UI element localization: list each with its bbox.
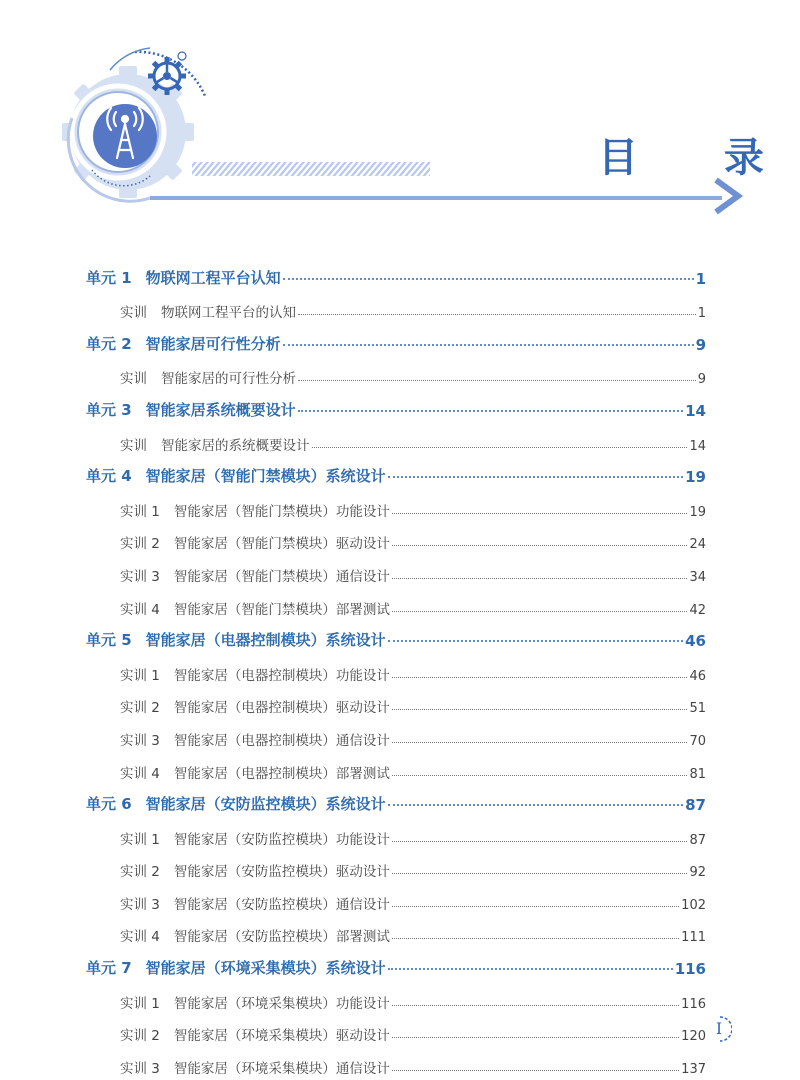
dot-leader: [298, 380, 696, 381]
dot-leader: [392, 906, 679, 907]
toc-lesson-number: 实训 3: [120, 1060, 160, 1077]
toc-lesson[interactable]: [86, 818, 706, 851]
page-number-bracket-icon: [706, 1014, 732, 1044]
toc-lesson-label: [120, 828, 390, 848]
dot-leader: [392, 841, 688, 842]
toc-lesson[interactable]: [86, 555, 706, 588]
toc-lesson[interactable]: [86, 523, 706, 556]
toc-lesson-label: [120, 992, 390, 1012]
table-of-contents: [86, 258, 706, 1080]
dot-leader: [392, 775, 688, 776]
toc-unit-label: [86, 267, 281, 288]
toc-lesson[interactable]: [86, 916, 706, 949]
toc-unit-title: 智能家居（智能门禁模块）系统设计: [145, 467, 386, 486]
toc-unit-label: [86, 957, 386, 978]
toc-lesson-title: 智能家居（电器控制模块）功能设计: [173, 667, 390, 684]
toc-unit-page: 19: [685, 468, 706, 487]
toc-lesson-number: 实训 1: [120, 667, 160, 684]
toc-lesson-number: 实训: [120, 437, 147, 454]
toc-lesson[interactable]: [86, 358, 706, 391]
toc-lesson-title: 智能家居（电器控制模块）部署测试: [173, 765, 390, 782]
toc-lesson-title: 智能家居（电器控制模块）通信设计: [173, 732, 390, 749]
toc-lesson-number: 实训 4: [120, 601, 160, 618]
toc-lesson-page: 51: [689, 701, 706, 717]
toc-unit[interactable]: [86, 785, 706, 819]
toc-lesson-page: 34: [689, 569, 706, 585]
dot-leader: [392, 611, 688, 612]
toc-lesson-label: [120, 500, 390, 520]
toc-unit-label: [86, 465, 386, 486]
toc-lesson-number: 实训 2: [120, 864, 160, 881]
toc-unit[interactable]: [86, 457, 706, 491]
toc-lesson[interactable]: [86, 851, 706, 884]
dot-leader: [298, 410, 683, 412]
toc-lesson-title: 智能家居（安防监控模块）通信设计: [173, 896, 390, 913]
toc-lesson-number: 实训 1: [120, 831, 160, 848]
toc-lesson[interactable]: [86, 982, 706, 1015]
toc-lesson-page: 81: [689, 766, 706, 782]
dot-leader: [392, 513, 688, 514]
toc-lesson-label: [120, 860, 390, 880]
toc-lesson[interactable]: [86, 424, 706, 457]
toc-lesson-page: 14: [689, 438, 706, 454]
toc-lesson-title: 智能家居（安防监控模块）部署测试: [173, 929, 390, 946]
toc-lesson-number: 实训 2: [120, 536, 160, 553]
small-gear-icon: [148, 57, 186, 95]
dot-leader: [392, 938, 679, 939]
toc-lesson-title: 智能家居（智能门禁模块）功能设计: [173, 503, 390, 520]
toc-lesson-page: 102: [681, 897, 706, 913]
toc-unit-number: 单元 4: [86, 467, 132, 486]
toc-lesson-page: 116: [681, 996, 706, 1012]
toc-lesson-title: 智能家居（环境采集模块）驱动设计: [173, 1028, 390, 1045]
toc-lesson-page: 87: [689, 832, 706, 848]
toc-lesson[interactable]: [86, 883, 706, 916]
toc-unit[interactable]: [86, 621, 706, 655]
toc-unit-number: 单元 6: [86, 795, 132, 814]
dot-leader: [283, 344, 694, 346]
toc-lesson-page: 111: [681, 930, 706, 946]
striped-bar: [192, 162, 430, 176]
toc-lesson-number: 实训 4: [120, 765, 160, 782]
toc-lesson-title: 智能家居（智能门禁模块）部署测试: [173, 601, 390, 618]
toc-lesson-number: 实训 2: [120, 700, 160, 717]
toc-lesson-number: 实训 3: [120, 896, 160, 913]
toc-lesson-page: 46: [689, 668, 706, 684]
toc-lesson-title: 物联网工程平台的认知: [161, 305, 296, 322]
toc-lesson[interactable]: [86, 1047, 706, 1080]
toc-lesson[interactable]: [86, 588, 706, 621]
toc-unit-label: [86, 399, 296, 420]
dot-leader: [392, 742, 688, 743]
toc-lesson-label: [120, 893, 390, 913]
toc-unit-page: 87: [685, 796, 706, 815]
toc-lesson-number: 实训 2: [120, 1028, 160, 1045]
toc-lesson-page: 137: [681, 1061, 706, 1077]
toc-unit-number: 单元 5: [86, 631, 132, 650]
toc-lesson-title: 智能家居（电器控制模块）驱动设计: [173, 700, 390, 717]
dot-leader: [298, 314, 696, 315]
toc-lesson-page: 24: [689, 537, 706, 553]
toc-unit-page: 1: [695, 269, 706, 288]
toc-lesson-number: 实训 1: [120, 503, 160, 520]
dot-leader: [392, 1070, 679, 1071]
toc-lesson-label: [120, 762, 390, 782]
page-title: 目 录: [598, 135, 800, 181]
dot-leader: [392, 1037, 679, 1038]
toc-unit-title: 智能家居（安防监控模块）系统设计: [145, 795, 386, 814]
toc-lesson-label: [120, 434, 310, 454]
toc-lesson-page: 120: [681, 1029, 706, 1045]
toc-lesson-label: [120, 532, 390, 552]
toc-unit-title: 智能家居（电器控制模块）系统设计: [145, 631, 386, 650]
toc-lesson[interactable]: [86, 1015, 706, 1048]
toc-lesson-title: 智能家居的系统概要设计: [161, 437, 310, 454]
toc-unit-number: 单元 7: [86, 959, 132, 978]
toc-unit-title: 物联网工程平台认知: [145, 268, 281, 287]
toc-lesson[interactable]: [86, 654, 706, 687]
toc-lesson-title: 智能家居（安防监控模块）驱动设计: [173, 864, 390, 881]
dot-leader: [392, 578, 688, 579]
toc-lesson-number: 实训 3: [120, 732, 160, 749]
toc-unit-page: 116: [674, 960, 706, 979]
toc-lesson-title: 智能家居（安防监控模块）功能设计: [173, 831, 390, 848]
toc-lesson[interactable]: [86, 719, 706, 752]
toc-lesson-page: 19: [689, 504, 706, 520]
toc-unit-label: [86, 793, 386, 814]
toc-lesson-label: [120, 696, 390, 716]
tower-circle-icon: [93, 104, 157, 168]
toc-unit-title: 智能家居可行性分析: [145, 334, 281, 353]
dot-leader: [392, 1005, 679, 1006]
toc-lesson-title: 智能家居（环境采集模块）通信设计: [173, 1060, 390, 1077]
toc-lesson-label: [120, 301, 296, 321]
dot-leader: [392, 545, 688, 546]
toc-unit-page: 9: [695, 335, 706, 354]
toc-lesson-label: [120, 565, 390, 585]
toc-lesson-page: 1: [697, 306, 706, 322]
dot-leader: [388, 640, 683, 642]
toc-lesson-label: [120, 925, 390, 945]
toc-lesson-number: 实训 1: [120, 995, 160, 1012]
toc-lesson-number: 实训: [120, 305, 147, 322]
toc-lesson-label: [120, 598, 390, 618]
toc-unit-number: 单元 1: [86, 268, 132, 287]
toc-lesson[interactable]: [86, 292, 706, 325]
toc-unit-label: [86, 333, 281, 354]
toc-lesson-number: 实训: [120, 371, 147, 388]
dot-leader: [312, 447, 688, 448]
toc-unit[interactable]: [86, 258, 706, 292]
toc-unit-number: 单元 2: [86, 334, 132, 353]
toc-unit-page: 14: [685, 401, 706, 420]
toc-lesson-title: 智能家居的可行性分析: [161, 371, 296, 388]
toc-lesson[interactable]: [86, 752, 706, 785]
toc-lesson-page: 42: [689, 602, 706, 618]
toc-unit-label: [86, 629, 386, 650]
toc-lesson-label: [120, 367, 296, 387]
toc-lesson-number: 实训 3: [120, 568, 160, 585]
toc-unit-page: 46: [685, 632, 706, 651]
toc-lesson[interactable]: [86, 687, 706, 720]
header-banner: [0, 0, 800, 230]
dot-leader: [388, 968, 673, 970]
toc-unit[interactable]: [86, 948, 706, 982]
dot-leader: [392, 677, 688, 678]
toc-lesson-label: [120, 729, 390, 749]
toc-lesson-title: 智能家居（环境采集模块）功能设计: [173, 995, 390, 1012]
toc-unit[interactable]: [86, 390, 706, 424]
dot-leader: [388, 476, 683, 478]
dot-leader: [392, 709, 688, 710]
toc-lesson-label: [120, 664, 390, 684]
dot-leader: [388, 804, 683, 806]
toc-lesson-title: 智能家居（智能门禁模块）通信设计: [173, 568, 390, 585]
toc-unit-title: 智能家居系统概要设计: [145, 400, 296, 419]
page-number: I: [706, 1014, 732, 1044]
toc-unit[interactable]: [86, 324, 706, 358]
toc-unit-number: 单元 3: [86, 400, 132, 419]
toc-lesson-page: 92: [689, 865, 706, 881]
toc-lesson-number: 实训 4: [120, 929, 160, 946]
toc-lesson-page: 70: [689, 733, 706, 749]
dot-leader: [283, 278, 694, 280]
dot-leader: [392, 873, 688, 874]
toc-lesson-title: 智能家居（智能门禁模块）驱动设计: [173, 536, 390, 553]
toc-unit-title: 智能家居（环境采集模块）系统设计: [145, 959, 386, 978]
toc-lesson-page: 9: [697, 372, 706, 388]
header-decoration: [0, 0, 800, 230]
toc-lesson[interactable]: [86, 490, 706, 523]
toc-lesson-label: [120, 1024, 390, 1044]
